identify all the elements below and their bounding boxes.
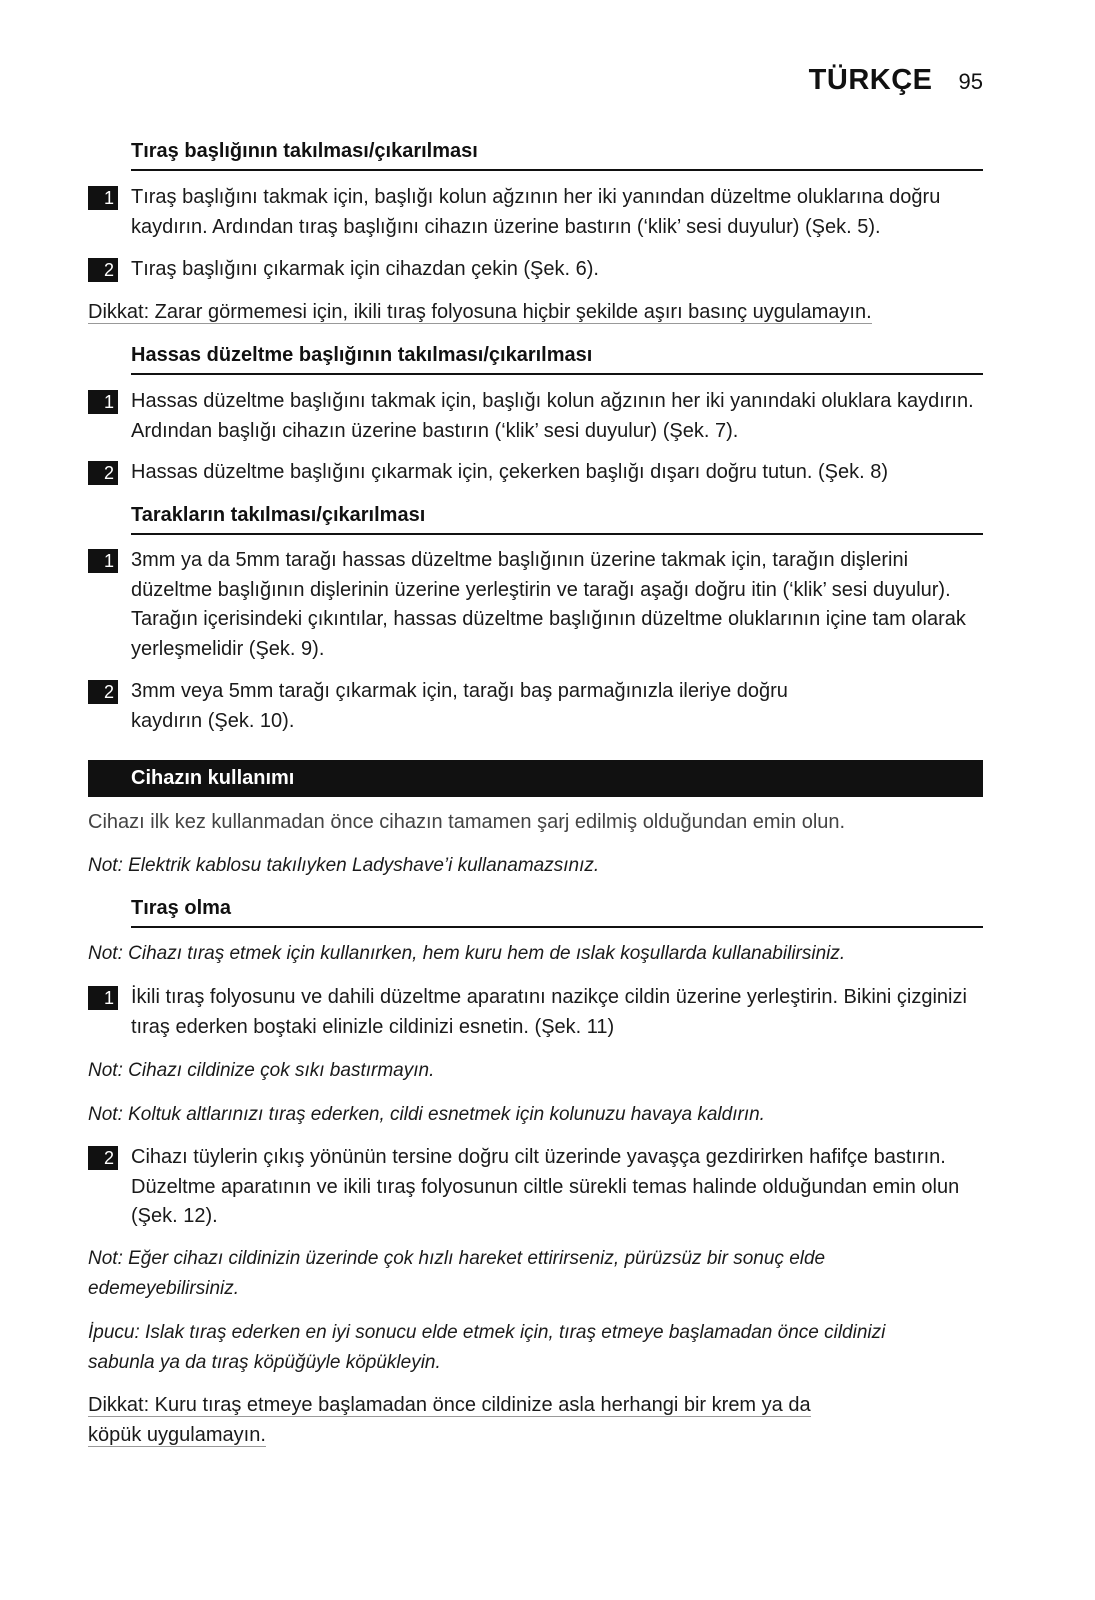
step-item bbox=[88, 546, 983, 664]
warning-underlined: Dikkat: Zarar görmemesi için, ikili tıraş folyosuna hiçbir şekilde aşırı basınç uygulamayın. bbox=[88, 301, 872, 323]
intro-text: Cihazı ilk kez kullanmadan önce cihazın tamamen şarj edilmiş olduğundan emin olun. bbox=[88, 811, 846, 833]
step-text: İkili tıraş folyosunu ve dahili düzeltme aparatını nazikçe cildin üzerine yerleştirin. Bikini çizginizi tıraş ederken boştaki elinizle cildinizi esnetin. (Şek. 11) bbox=[131, 986, 967, 1038]
note-text: Not: Cihazı cildinize çok sıkı bastırmayın. bbox=[88, 1060, 435, 1081]
step-item bbox=[88, 255, 983, 285]
step-item bbox=[88, 183, 983, 242]
section-banner-usage: Cihazın kullanımı bbox=[88, 760, 983, 797]
step-item bbox=[88, 1143, 983, 1232]
step-text: Cihazı tüylerin çıkış yönünün tersine doğru cilt üzerinde yavaşça gezdirirken hafifçe bastırın. Düzeltme aparatının ve ikili tıraş folyosunun ciltle sürekli temas halinde olduğundan emin olun (Şek. 12). bbox=[131, 1146, 960, 1227]
step-number: 2 bbox=[88, 258, 118, 282]
note-text: Not: Cihazı tıraş etmek için kullanırken, hem kuru hem de ıslak koşullarda kullanabilirsiniz. bbox=[88, 943, 846, 964]
step-number: 2 bbox=[88, 680, 118, 704]
step-text: 3mm ya da 5mm tarağı hassas düzeltme başlığının üzerine takmak için, tarağın dişlerini düzeltme başlığının dişlerinin üzerine yerleştirin ve tarağı aşağı doğru itin (‘klik’ sesi duyulur). Tarağın içerisindeki çıkıntılar, hassas düzeltme başlığının düzeltme oluklarının içine tam olarak yerleşmelidir (Şek. 9). bbox=[131, 549, 966, 660]
section-heading-precision-trimmer: Hassas düzeltme başlığının takılması/çıkarılması bbox=[131, 344, 983, 375]
step-item bbox=[88, 983, 983, 1042]
warning-underlined: Dikkat: Kuru tıraş etmeye başlamadan önce cildinize asla herhangi bir krem ya da köpük uygulamayın. bbox=[88, 1394, 811, 1446]
note-text: Not: Eğer cihazı cildinizin üzerinde çok hızlı hareket ettirirseniz, pürüzsüz bir sonuç elde edemeyebilirsiniz. bbox=[88, 1248, 826, 1299]
section-heading-shaving-head: Tıraş başlığının takılması/çıkarılması bbox=[131, 140, 983, 171]
step-text: 3mm veya 5mm tarağı çıkarmak için, tarağı baş parmağınızla ileriye doğru kaydırın (Şek. 10). bbox=[131, 680, 788, 732]
note-text: Not: Koltuk altlarınızı tıraş ederken, cildi esnetmek için kolunuzu havaya kaldırın. bbox=[88, 1104, 765, 1125]
step-number: 1 bbox=[88, 986, 118, 1010]
step-text: Hassas düzeltme başlığını çıkarmak için, çekerken başlığı dışarı doğru tutun. (Şek. 8) bbox=[131, 461, 889, 483]
step-number: 2 bbox=[88, 1146, 118, 1170]
step-text: Tıraş başlığını takmak için, başlığı kolun ağzının her iki yanından düzeltme oluklarına doğru kaydırın. Ardından tıraş başlığını cihazın üzerine bastırın (‘klik’ sesi duyulur) (Şek. 5). bbox=[131, 186, 941, 238]
step-item bbox=[88, 458, 983, 488]
language-label: TÜRKÇE bbox=[808, 64, 933, 96]
step-number: 1 bbox=[88, 186, 118, 210]
note-text: Not: Elektrik kablosu takılıyken Ladyshave’i kullanamazsınız. bbox=[88, 855, 600, 876]
warning-text bbox=[88, 298, 983, 328]
step-item bbox=[88, 387, 983, 446]
tip-text: İpucu: Islak tıraş ederken en iyi sonucu elde etmek için, tıraş etmeye başlamadan önce cildinizi sabunla ya da tıraş köpüğüyle köpükleyin. bbox=[88, 1322, 886, 1373]
step-item bbox=[88, 677, 983, 736]
warning-text bbox=[88, 1391, 858, 1450]
step-number: 1 bbox=[88, 549, 118, 573]
step-text: Hassas düzeltme başlığını takmak için, başlığı kolun ağzının her iki yanındaki oluklara kaydırın. Ardından başlığı cihazın üzerine bastırın (‘klik’ sesi duyulur) (Şek. 7). bbox=[131, 390, 974, 442]
step-text: Tıraş başlığını çıkarmak için cihazdan çekin (Şek. 6). bbox=[131, 258, 599, 280]
section-heading-shaving: Tıraş olma bbox=[131, 897, 983, 928]
page-header bbox=[809, 64, 983, 97]
step-number: 1 bbox=[88, 390, 118, 414]
section-heading-combs: Tarakların takılması/çıkarılması bbox=[131, 504, 983, 535]
step-number: 2 bbox=[88, 461, 118, 485]
page-number: 95 bbox=[958, 69, 983, 94]
